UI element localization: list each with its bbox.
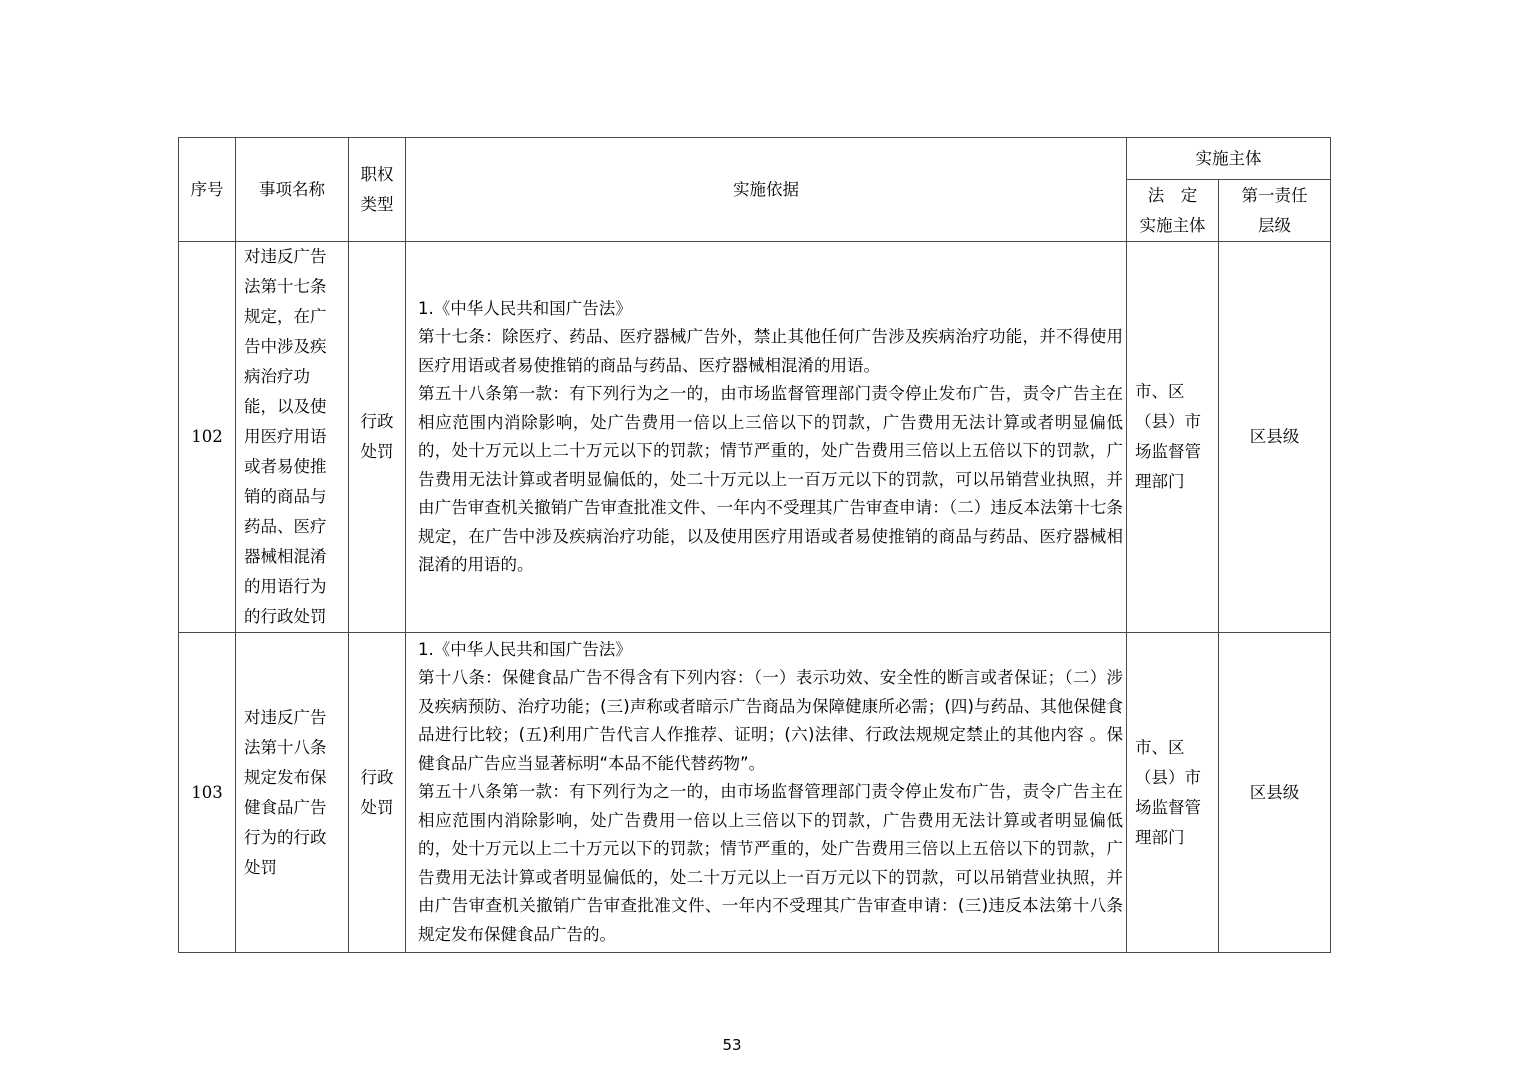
row-power-type-line: 处罚 xyxy=(360,442,394,461)
header-responsible-level-line: 层级 xyxy=(1258,215,1291,235)
row-power-type xyxy=(349,633,406,953)
row-item-name: 对违反广告法第十八条规定发布保健食品广告行为的行政处罚 xyxy=(236,633,349,953)
row-legal-implementer: 市、区（县）市场监督管理部门 xyxy=(1127,242,1219,633)
table-row xyxy=(179,633,1331,953)
row-responsible-level: 区县级 xyxy=(1219,633,1331,953)
table-header-row xyxy=(179,138,1331,180)
header-power-type-line: 职权 xyxy=(360,164,394,184)
header-legal-implementer-line: 法 定 xyxy=(1147,185,1198,205)
row-power-type xyxy=(349,242,406,633)
basis-law-title: 1.《中华人民共和国广告法》 xyxy=(418,639,632,659)
table-row xyxy=(179,242,1331,633)
row-serial: 103 xyxy=(179,633,236,953)
header-legal-implementer-line: 实施主体 xyxy=(1139,215,1206,235)
row-responsible-level: 区县级 xyxy=(1219,242,1331,633)
row-basis xyxy=(406,633,1127,953)
basis-article: 第十八条：保健食品广告不得含有下列内容：（一）表示功效、安全性的断言或者保证；（二）涉及疾病预防、治疗功能；(三)声称或者暗示广告商品为保障健康所必需；(四)与药品、其他保健食品进行比较；(五)利用广告代言人作推荐、证明；(六)法律、行政法规规定禁止的其他内容 。保健食品广告应当显著标明“本品不能代替药物”。 xyxy=(418,668,1123,773)
header-responsible-level-line: 第一责任 xyxy=(1241,185,1308,205)
row-serial: 102 xyxy=(179,242,236,633)
header-serial: 序号 xyxy=(179,138,236,242)
header-implementer-group: 实施主体 xyxy=(1127,138,1331,180)
row-power-type-line: 行政 xyxy=(360,767,394,787)
header-power-type xyxy=(349,138,406,242)
row-item-name: 对违反广告法第十七条规定，在广告中涉及疾病治疗功能，以及使用医疗用语或者易使推销的商品与药品、医疗器械相混淆的用语行为的行政处罚 xyxy=(236,242,349,633)
header-basis: 实施依据 xyxy=(406,138,1127,242)
basis-law-title: 1.《中华人民共和国广告法》 xyxy=(418,298,632,318)
row-power-type-line: 处罚 xyxy=(360,797,394,817)
header-item-name: 事项名称 xyxy=(236,138,349,242)
header-power-type-line: 类型 xyxy=(360,194,394,214)
row-power-type-line: 行政 xyxy=(360,412,394,431)
regulation-table xyxy=(178,137,1331,953)
row-basis xyxy=(406,242,1127,633)
basis-article: 第五十八条第一款：有下列行为之一的，由市场监督管理部门责令停止发布广告，责令广告主在相应范围内消除影响，处广告费用一倍以上三倍以下的罚款，广告费用无法计算或者明显偏低的，处十万元以上二十万元以下的罚款；情节严重的，处广告费用三倍以上五倍以下的罚款，广告费用无法计算或者明显偏低的，处二十万元以上一百万元以下的罚款，可以吊销营业执照，并由广告审查机关撤销广告审查批准文件、一年内不受理其广告审查申请：（二）违反本法第十七条规定，在广告中涉及疾病治疗功能，以及使用医疗用语或者易使推销的商品与药品、医疗器械相混淆的用语的。 xyxy=(418,384,1123,574)
page-number: 53 xyxy=(722,1036,742,1054)
row-legal-implementer: 市、区（县）市场监督管理部门 xyxy=(1127,633,1219,953)
header-legal-implementer xyxy=(1127,180,1219,242)
header-responsible-level xyxy=(1219,180,1331,242)
basis-article: 第五十八条第一款：有下列行为之一的，由市场监督管理部门责令停止发布广告，责令广告主在相应范围内消除影响，处广告费用一倍以上三倍以下的罚款，广告费用无法计算或者明显偏低的，处十万元以上二十万元以下的罚款；情节严重的，处广告费用三倍以上五倍以下的罚款，广告费用无法计算或者明显偏低的，处二十万元以上一百万元以下的罚款，可以吊销营业执照，并由广告审查机关撤销广告审查批准文件、一年内不受理其广告审查申请：(三)违反本法第十八条规定发布保健食品广告的。 xyxy=(418,782,1123,944)
basis-article: 第十七条：除医疗、药品、医疗器械广告外，禁止其他任何广告涉及疾病治疗功能，并不得使用医疗用语或者易使推销的商品与药品、医疗器械相混淆的用语。 xyxy=(418,327,1123,375)
